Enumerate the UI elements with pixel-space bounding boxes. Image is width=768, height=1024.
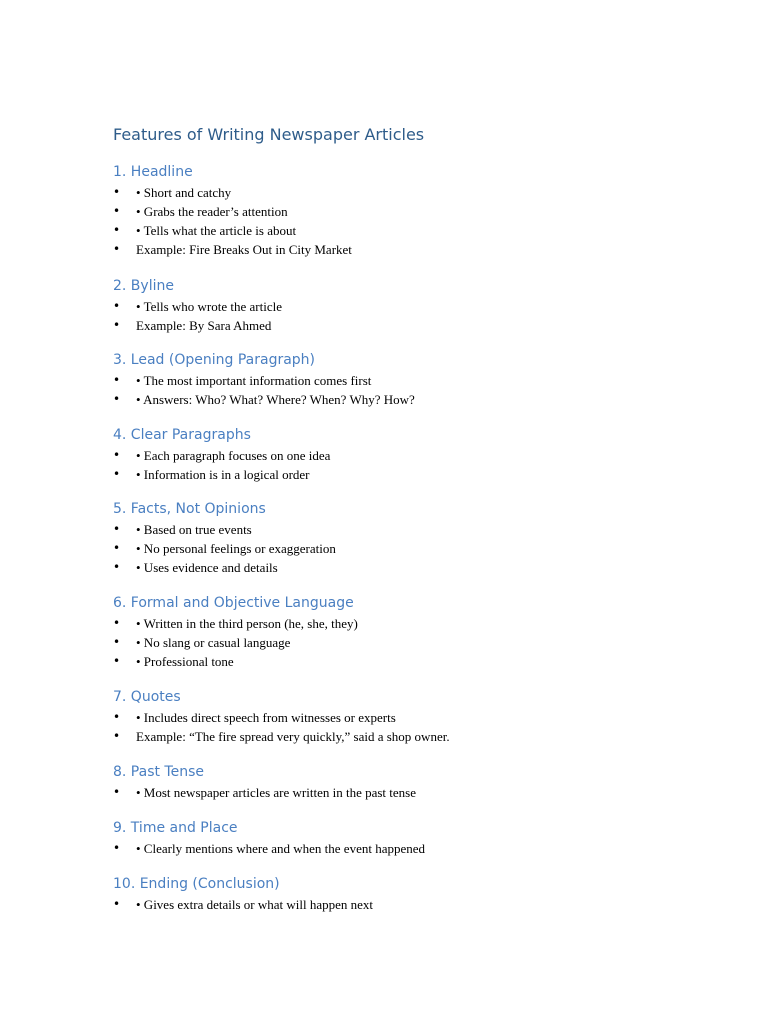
document-title: Features of Writing Newspaper Articles [113,125,425,144]
bullet-list [113,895,733,914]
list-item [113,520,733,539]
list-item [113,316,733,335]
section-heading: 5. Facts, Not Opinions [113,501,266,517]
section-heading: 6. Formal and Objective Language [113,595,354,611]
bullet-icon: • [113,522,121,536]
section-heading: 2. Byline [113,278,174,294]
section-4 [113,424,733,484]
bullet-icon: • [113,635,121,649]
list-item-text: • Grabs the reader’s attention [136,204,288,219]
list-item-text: • No slang or casual language [136,635,291,650]
list-item-text: • Short and catchy [136,185,232,200]
list-item-text: Example: Fire Breaks Out in City Market [136,242,352,257]
bullet-list [113,783,733,802]
section-heading: 10. Ending (Conclusion) [113,876,280,892]
bullet-icon: • [113,223,121,237]
bullet-icon: • [113,616,121,630]
list-item [113,539,733,558]
bullet-icon: • [113,204,121,218]
section-6 [113,592,733,671]
list-item [113,895,733,914]
bullet-list [113,839,733,858]
list-item [113,558,733,577]
list-item-text: • The most important information comes first [136,373,372,388]
bullet-icon: • [113,560,121,574]
list-item-text: • Clearly mentions where and when the event happened [136,841,426,856]
bullet-icon: • [113,841,121,855]
section-9 [113,817,733,858]
bullet-list [113,371,733,409]
bullet-list [113,446,733,484]
section-heading: 9. Time and Place [113,820,238,836]
list-item [113,297,733,316]
list-item [113,390,733,409]
section-heading: 7. Quotes [113,689,181,705]
list-item-text: • Each paragraph focuses on one idea [136,448,331,463]
section-5 [113,498,733,577]
list-item-text: • Written in the third person (he, she, they) [136,616,358,631]
list-item [113,371,733,390]
list-item [113,652,733,671]
list-item [113,783,733,802]
section-heading: 1. Headline [113,164,193,180]
bullet-icon: • [113,541,121,555]
list-item-text: Example: “The fire spread very quickly,” said a shop owner. [136,729,450,744]
list-item-text: • Tells who wrote the article [136,299,282,314]
list-item-text: • No personal feelings or exaggeration [136,541,336,556]
bullet-icon: • [113,654,121,668]
list-item-text: • Gives extra details or what will happen next [136,897,374,912]
section-heading: 8. Past Tense [113,764,204,780]
section-heading: 4. Clear Paragraphs [113,427,251,443]
bullet-icon: • [113,729,121,743]
section-3 [113,349,733,409]
bullet-icon: • [113,318,121,332]
bullet-icon: • [113,448,121,462]
bullet-list [113,297,733,335]
section-2 [113,275,733,335]
list-item [113,183,733,202]
list-item [113,708,733,727]
list-item [113,240,733,259]
list-item [113,727,733,746]
bullet-icon: • [113,785,121,799]
section-1 [113,161,733,259]
list-item-text: • Most newspaper articles are written in the past tense [136,785,416,800]
list-item [113,633,733,652]
section-7 [113,686,733,746]
bullet-list [113,183,733,259]
bullet-icon: • [113,897,121,911]
section-8 [113,761,733,802]
list-item-text: • Uses evidence and details [136,560,278,575]
bullet-icon: • [113,373,121,387]
list-item [113,446,733,465]
bullet-icon: • [113,185,121,199]
list-item [113,221,733,240]
bullet-icon: • [113,299,121,313]
bullet-icon: • [113,242,121,256]
list-item [113,202,733,221]
list-item [113,614,733,633]
section-heading: 3. Lead (Opening Paragraph) [113,352,316,368]
bullet-icon: • [113,710,121,724]
list-item-text: • Based on true events [136,522,252,537]
list-item-text: Example: By Sara Ahmed [136,318,272,333]
list-item-text: • Information is in a logical order [136,467,310,482]
list-item-text: • Includes direct speech from witnesses or experts [136,710,396,725]
bullet-list [113,520,733,577]
section-10 [113,873,733,914]
list-item [113,465,733,484]
bullet-icon: • [113,392,121,406]
bullet-icon: • [113,467,121,481]
bullet-list [113,614,733,671]
bullet-list [113,708,733,746]
list-item-text: • Answers: Who? What? Where? When? Why? How? [136,392,415,407]
list-item-text: • Professional tone [136,654,234,669]
list-item [113,839,733,858]
list-item-text: • Tells what the article is about [136,223,297,238]
